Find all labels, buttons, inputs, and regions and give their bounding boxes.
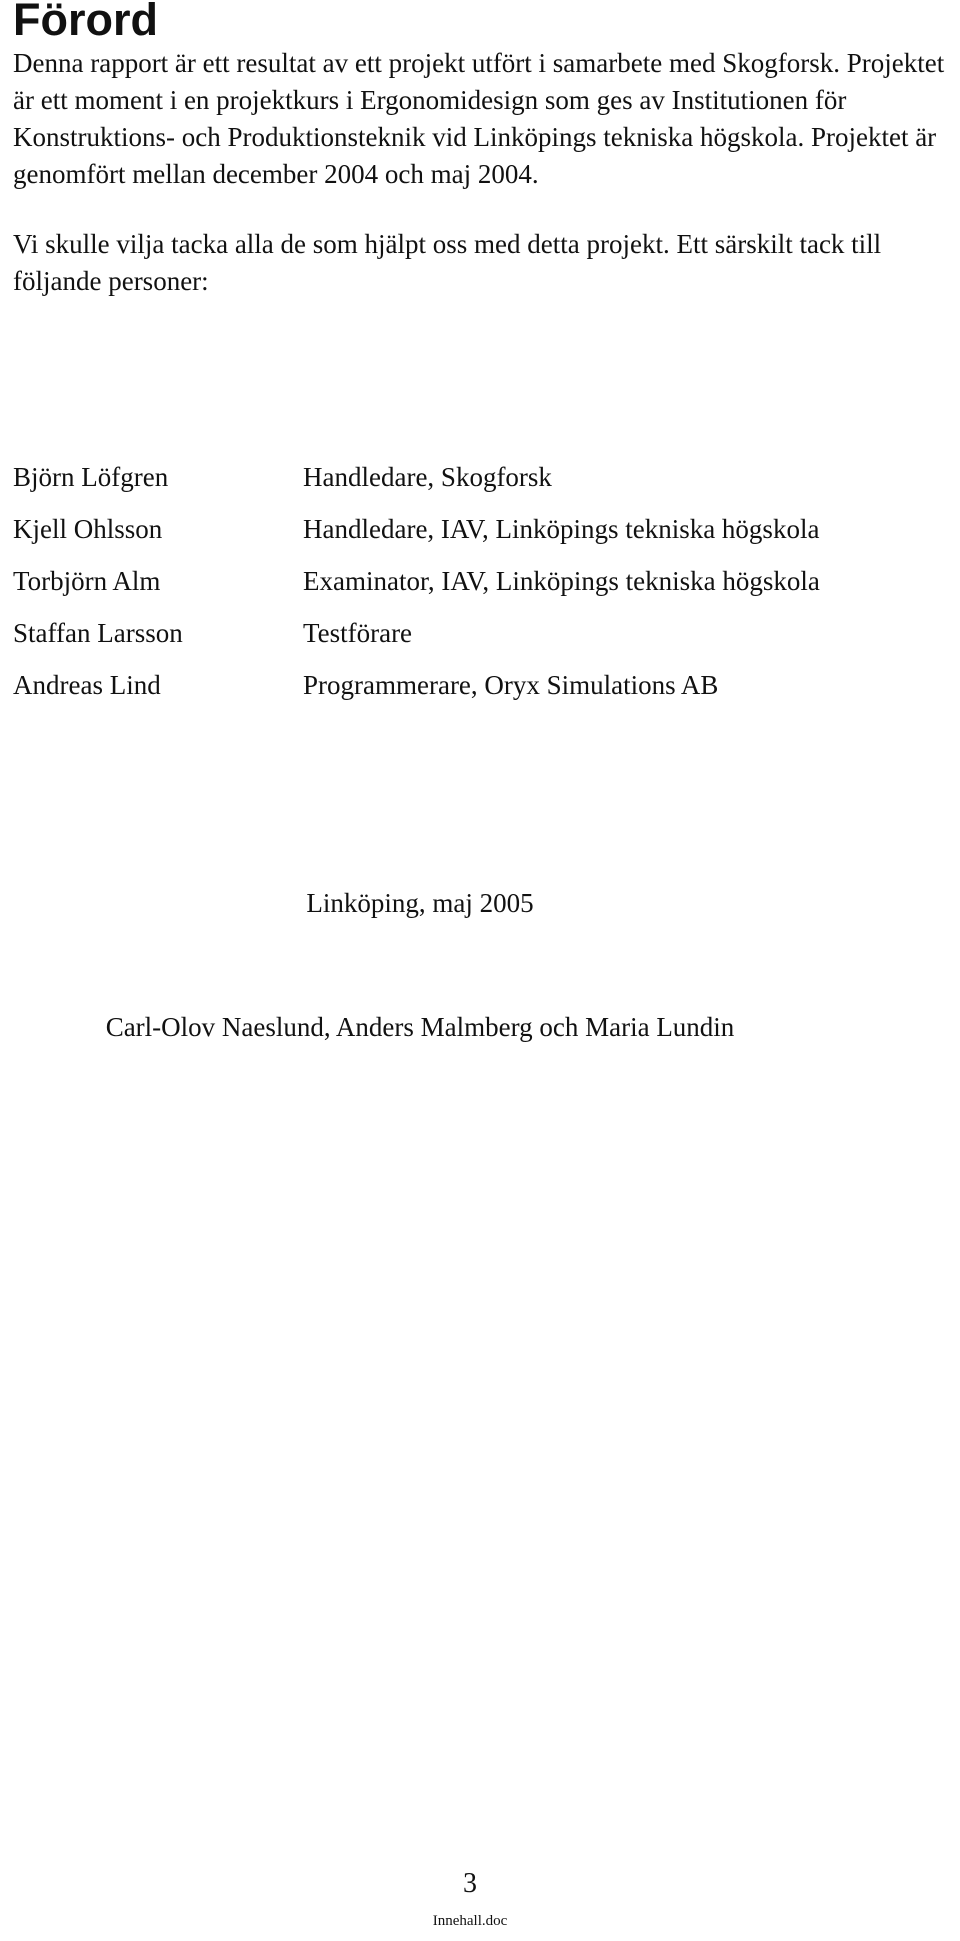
acknowledgement-row: [13, 503, 943, 555]
acknowledgements-list: [13, 451, 943, 711]
acknowledgement-row: [13, 451, 943, 503]
person-name: Kjell Ohlsson: [13, 514, 163, 544]
intro-paragraph: Denna rapport är ett resultat av ett projekt utfört i samarbete med Skogforsk. Projektet är ett moment i en projektkurs i Ergonomidesign som ges av Institutionen för Konstruktions- och Produktionsteknik vid Linköpings tekniska högskola. Projektet är genomfört mellan december 2004 och maj 2004.: [13, 48, 945, 189]
person-role: Programmerare, Oryx Simulations AB: [303, 670, 719, 700]
person-name: Björn Löfgren: [13, 462, 169, 492]
acknowledgement-row: [13, 659, 943, 711]
person-name: Andreas Lind: [13, 670, 161, 700]
document-filename: Innehall.doc: [432, 1913, 508, 1929]
person-name: Staffan Larsson: [13, 618, 183, 648]
thanks-paragraph: Vi skulle vilja tacka alla de som hjälpt oss med detta projekt. Ett särskilt tack till följande personer:: [13, 229, 882, 296]
acknowledgement-row: [13, 607, 943, 659]
page-title: Förord: [13, 0, 158, 45]
person-role: Handledare, IAV, Linköpings tekniska högskola: [303, 514, 820, 544]
authors: Carl-Olov Naeslund, Anders Malmberg och Maria Lundin: [105, 1012, 735, 1042]
page-number: 3: [463, 1868, 477, 1899]
person-role: Examinator, IAV, Linköpings tekniska högskola: [303, 566, 820, 596]
place-date: Linköping, maj 2005: [306, 888, 534, 918]
acknowledgement-row: [13, 555, 943, 607]
person-role: Testförare: [303, 618, 413, 648]
person-name: Torbjörn Alm: [13, 566, 161, 596]
person-role: Handledare, Skogforsk: [303, 462, 552, 492]
